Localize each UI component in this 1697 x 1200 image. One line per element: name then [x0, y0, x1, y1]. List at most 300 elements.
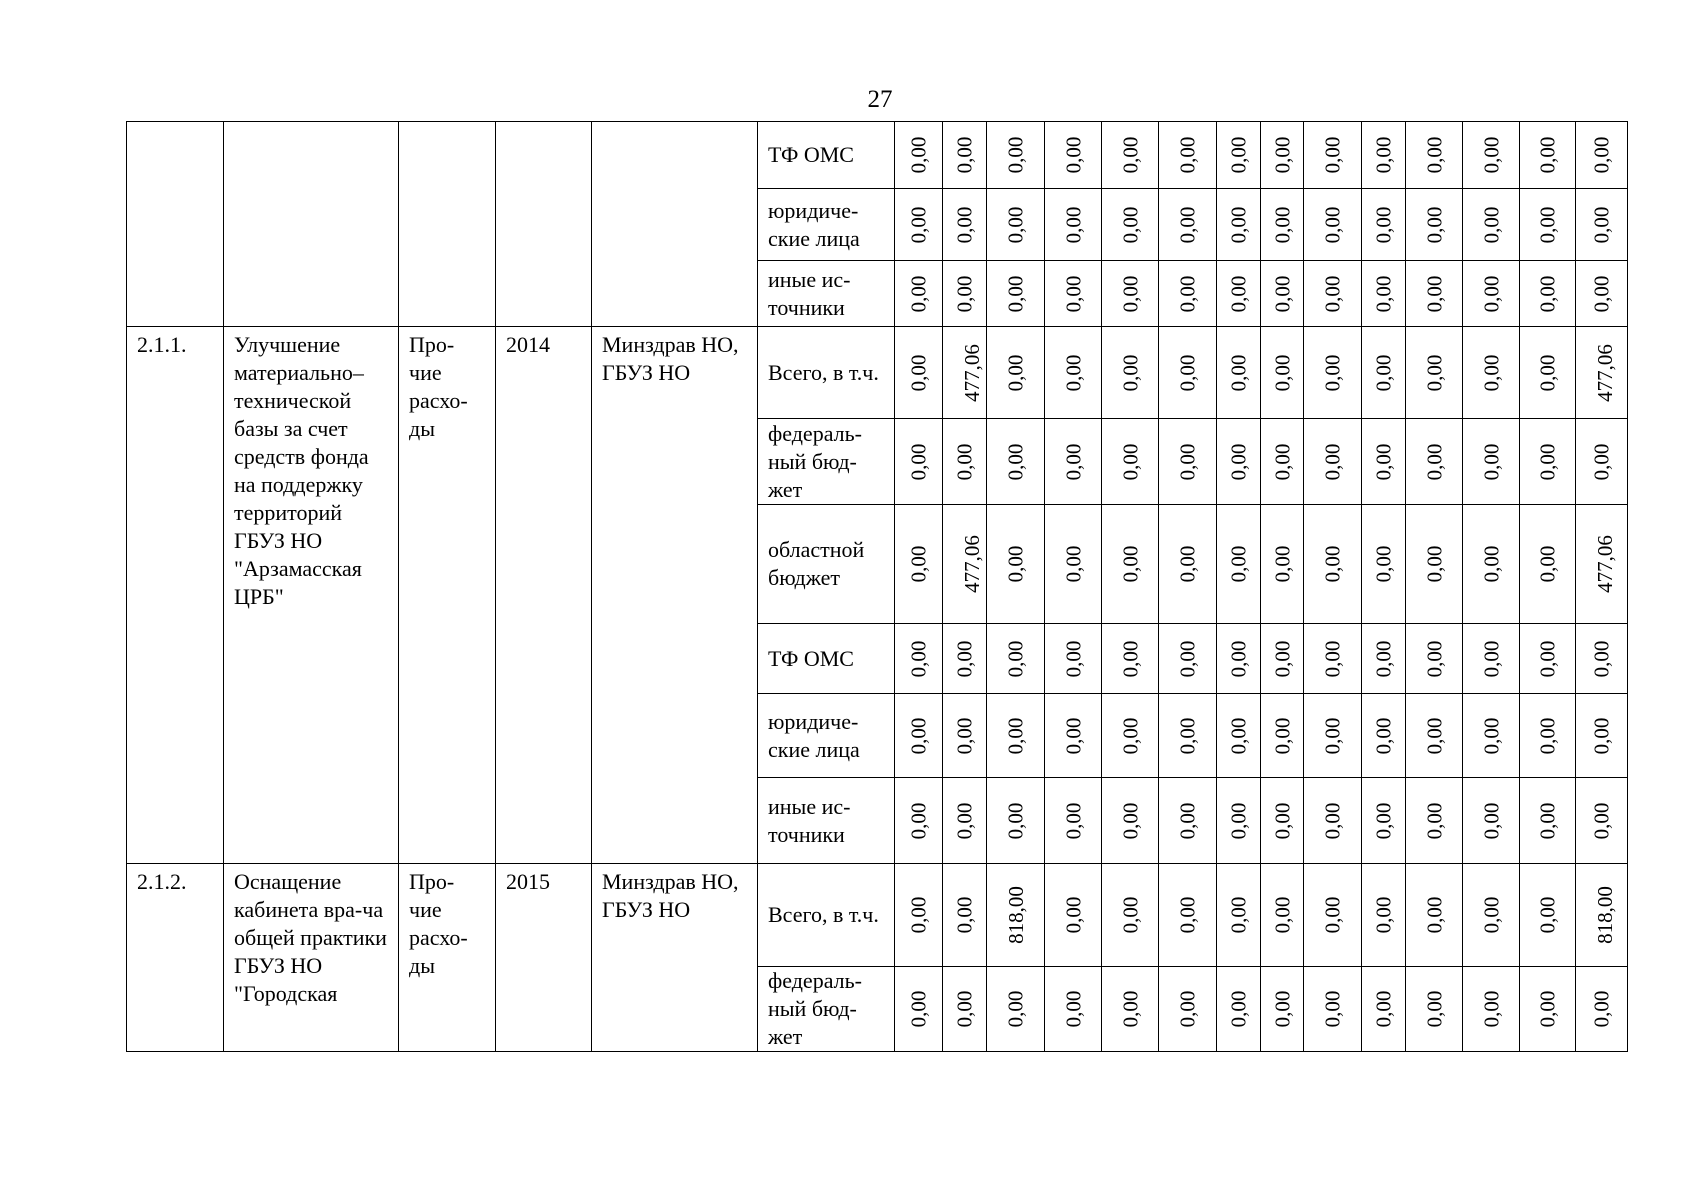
- amount-cell: [895, 261, 943, 327]
- amount-value: 0,00: [1535, 640, 1560, 677]
- amount-cell: [1362, 419, 1406, 505]
- amount-cell: [1261, 864, 1304, 967]
- amount-value: 0,00: [1422, 136, 1446, 174]
- amount-value: 0,00: [1270, 896, 1294, 934]
- amount-value: 0,00: [1320, 802, 1345, 839]
- amount-cell: [1102, 694, 1159, 778]
- amount-cell: [1362, 778, 1406, 864]
- amount-value: 477,06: [959, 535, 984, 593]
- amount-value: 0,00: [906, 354, 931, 391]
- page-number: 27: [867, 86, 893, 113]
- expense-category-cell: [399, 122, 496, 327]
- amount-cell: [1159, 261, 1217, 327]
- amount-value: 0,00: [1061, 136, 1085, 174]
- amount-cell: [1576, 694, 1628, 778]
- amount-value: 0,00: [1535, 896, 1560, 934]
- amount-cell: [1102, 261, 1159, 327]
- amount-value: 0,00: [1371, 802, 1396, 839]
- amount-value: 0,00: [1118, 896, 1142, 934]
- amount-value: 0,00: [1479, 717, 1503, 754]
- amount-value: 0,00: [1270, 136, 1294, 174]
- amount-cell: [1159, 505, 1217, 624]
- amount-value: 0,00: [906, 136, 931, 174]
- funding-source-cell: федераль-ный бюд-жет: [758, 419, 895, 505]
- amount-cell: [943, 624, 987, 694]
- amount-cell: [943, 864, 987, 967]
- amount-value: 0,00: [1320, 640, 1345, 677]
- amount-cell: [1159, 189, 1217, 261]
- amount-value: 0,00: [1479, 443, 1503, 480]
- amount-value: 0,00: [1061, 206, 1085, 243]
- amount-value: 0,00: [1270, 354, 1294, 391]
- amount-cell: [987, 122, 1045, 189]
- amount-cell: [1576, 122, 1628, 189]
- expense-category-cell: Про-чие расхо-ды: [399, 327, 496, 864]
- amount-cell: [1520, 624, 1576, 694]
- amount-value: 0,00: [1118, 275, 1142, 312]
- amount-cell: [943, 261, 987, 327]
- amount-cell: [1304, 967, 1362, 1052]
- amount-value: 0,00: [906, 896, 931, 934]
- amount-value: 0,00: [1175, 640, 1200, 677]
- year-cell: 2015: [496, 864, 592, 1052]
- amount-cell: [1102, 327, 1159, 419]
- amount-value: 0,00: [952, 443, 977, 480]
- amount-value: 0,00: [1270, 545, 1294, 583]
- amount-value: 0,00: [1226, 206, 1251, 243]
- amount-cell: [1159, 419, 1217, 505]
- amount-value: 0,00: [1535, 545, 1560, 583]
- amount-value: 0,00: [952, 275, 977, 312]
- amount-cell: [1304, 261, 1362, 327]
- amount-cell: [943, 967, 987, 1052]
- amount-cell: [1406, 624, 1463, 694]
- amount-value: 0,00: [1061, 275, 1085, 312]
- amount-cell: [1304, 778, 1362, 864]
- amount-cell: [1304, 122, 1362, 189]
- amount-value: 0,00: [1118, 640, 1142, 677]
- amount-cell: [895, 419, 943, 505]
- amount-cell: [1576, 327, 1628, 419]
- amount-value: 0,00: [1320, 206, 1345, 243]
- amount-value: 0,00: [1118, 354, 1142, 391]
- amount-value: 0,00: [1226, 443, 1251, 480]
- amount-value: 0,00: [1270, 443, 1294, 480]
- amount-cell: [1102, 505, 1159, 624]
- amount-value: 0,00: [1371, 136, 1396, 174]
- amount-value: 0,00: [1061, 443, 1085, 480]
- amount-value: 0,00: [1270, 990, 1294, 1028]
- amount-cell: [1102, 778, 1159, 864]
- funding-source-cell: Всего, в т.ч.: [758, 327, 895, 419]
- measure-title-cell: [224, 122, 399, 327]
- amount-cell: [943, 122, 987, 189]
- amount-cell: [1159, 967, 1217, 1052]
- amount-cell: [1304, 694, 1362, 778]
- executor-cell: Минздрав НО, ГБУЗ НО: [592, 327, 758, 864]
- amount-cell: [895, 967, 943, 1052]
- amount-value: 0,00: [906, 206, 931, 243]
- amount-value: 0,00: [1226, 802, 1251, 839]
- amount-cell: [1406, 261, 1463, 327]
- amount-value: 0,00: [1003, 990, 1028, 1028]
- executor-cell: [592, 122, 758, 327]
- amount-value: 0,00: [1320, 354, 1345, 391]
- amount-value: 0,00: [1118, 545, 1142, 583]
- amount-value: 0,00: [1535, 990, 1560, 1028]
- amount-value: 0,00: [1422, 990, 1446, 1028]
- amount-cell: [1362, 327, 1406, 419]
- amount-value: 0,00: [1118, 443, 1142, 480]
- amount-cell: [895, 122, 943, 189]
- amount-cell: [1045, 419, 1102, 505]
- amount-value: 0,00: [1479, 990, 1503, 1028]
- funding-source-cell: областной бюджет: [758, 505, 895, 624]
- amount-cell: [1520, 778, 1576, 864]
- amount-value: 0,00: [1479, 136, 1503, 174]
- amount-value: 0,00: [1371, 717, 1396, 754]
- amount-cell: [1261, 261, 1304, 327]
- amount-cell: [943, 189, 987, 261]
- amount-cell: [1362, 694, 1406, 778]
- amount-cell: [1217, 967, 1261, 1052]
- amount-cell: [1406, 419, 1463, 505]
- amount-cell: [895, 505, 943, 624]
- amount-cell: [943, 327, 987, 419]
- amount-cell: [1463, 122, 1520, 189]
- budget-table: [126, 121, 1628, 1052]
- amount-cell: [987, 778, 1045, 864]
- amount-cell: [1463, 967, 1520, 1052]
- funding-source-cell: юридиче-ские лица: [758, 694, 895, 778]
- amount-cell: [987, 694, 1045, 778]
- amount-cell: [1217, 327, 1261, 419]
- amount-value: 0,00: [1371, 896, 1396, 934]
- amount-value: 0,00: [1118, 136, 1142, 174]
- amount-cell: [1261, 327, 1304, 419]
- amount-cell: [895, 694, 943, 778]
- amount-cell: [1217, 261, 1261, 327]
- amount-value: 477,06: [1592, 535, 1617, 593]
- amount-cell: [1045, 967, 1102, 1052]
- amount-cell: [1102, 864, 1159, 967]
- amount-cell: [1576, 967, 1628, 1052]
- amount-value: 477,06: [959, 343, 984, 402]
- amount-cell: [987, 189, 1045, 261]
- amount-value: 0,00: [1479, 802, 1503, 839]
- amount-cell: [987, 419, 1045, 505]
- amount-value: 0,00: [906, 545, 931, 583]
- amount-cell: [1159, 694, 1217, 778]
- amount-cell: [1463, 261, 1520, 327]
- amount-cell: [943, 778, 987, 864]
- amount-value: 0,00: [1175, 354, 1200, 391]
- amount-value: 0,00: [1003, 443, 1028, 480]
- amount-cell: [1159, 122, 1217, 189]
- amount-value: 0,00: [952, 136, 977, 174]
- amount-cell: [1261, 778, 1304, 864]
- amount-cell: [943, 505, 987, 624]
- amount-value: 0,00: [1422, 640, 1446, 677]
- amount-value: 0,00: [1175, 206, 1200, 243]
- table-row: [127, 864, 1628, 967]
- amount-cell: [1362, 261, 1406, 327]
- amount-value: 0,00: [1320, 717, 1345, 754]
- amount-value: 0,00: [1535, 275, 1560, 312]
- row-number-cell: [127, 122, 224, 327]
- amount-value: 0,00: [906, 990, 931, 1028]
- year-cell: 2014: [496, 327, 592, 864]
- amount-value: 0,00: [1589, 206, 1614, 243]
- amount-value: 0,00: [1003, 545, 1028, 583]
- amount-value: 0,00: [1320, 545, 1345, 583]
- amount-cell: [1261, 694, 1304, 778]
- amount-cell: [1463, 419, 1520, 505]
- amount-cell: [1045, 189, 1102, 261]
- funding-source-cell: юридиче-ские лица: [758, 189, 895, 261]
- amount-cell: [1261, 624, 1304, 694]
- amount-value: 0,00: [952, 717, 977, 754]
- amount-cell: [1102, 967, 1159, 1052]
- amount-cell: [1406, 505, 1463, 624]
- amount-value: 0,00: [1175, 896, 1200, 934]
- amount-cell: [1406, 864, 1463, 967]
- amount-value: 0,00: [1320, 896, 1345, 934]
- amount-value: 0,00: [1479, 206, 1503, 243]
- amount-cell: [1520, 419, 1576, 505]
- amount-value: 0,00: [906, 275, 931, 312]
- amount-value: 0,00: [1422, 717, 1446, 754]
- amount-cell: [1045, 864, 1102, 967]
- amount-value: 0,00: [1061, 545, 1085, 583]
- amount-value: 0,00: [1479, 354, 1503, 391]
- row-number-cell: 2.1.2.: [127, 864, 224, 1052]
- amount-cell: [1362, 967, 1406, 1052]
- amount-value: 0,00: [1003, 717, 1028, 754]
- amount-cell: [1406, 967, 1463, 1052]
- amount-value: 0,00: [1270, 206, 1294, 243]
- amount-value: 0,00: [1422, 802, 1446, 839]
- amount-cell: [1362, 864, 1406, 967]
- amount-cell: [1159, 327, 1217, 419]
- amount-value: 0,00: [1589, 275, 1614, 312]
- amount-cell: [1576, 419, 1628, 505]
- amount-cell: [1045, 694, 1102, 778]
- amount-value: 0,00: [1003, 354, 1028, 391]
- amount-cell: [1102, 624, 1159, 694]
- expense-category-cell: Про-чие расхо-ды: [399, 864, 496, 1052]
- amount-cell: [1304, 189, 1362, 261]
- row-number-cell: 2.1.1.: [127, 327, 224, 864]
- amount-value: 0,00: [1479, 896, 1503, 934]
- amount-cell: [943, 694, 987, 778]
- amount-value: 0,00: [1535, 802, 1560, 839]
- amount-value: 0,00: [1371, 275, 1396, 312]
- table-row: [127, 327, 1628, 419]
- amount-value: 0,00: [1589, 443, 1614, 480]
- amount-cell: [1520, 864, 1576, 967]
- amount-value: 0,00: [1320, 990, 1345, 1028]
- amount-value: 0,00: [1535, 354, 1560, 391]
- amount-value: 0,00: [1061, 896, 1085, 934]
- amount-cell: [1406, 778, 1463, 864]
- amount-value: 0,00: [1175, 443, 1200, 480]
- amount-cell: [1362, 624, 1406, 694]
- amount-cell: [1520, 505, 1576, 624]
- amount-cell: [1159, 778, 1217, 864]
- amount-value: 0,00: [1371, 206, 1396, 243]
- amount-cell: [895, 327, 943, 419]
- amount-cell: [895, 778, 943, 864]
- amount-cell: [1261, 505, 1304, 624]
- amount-cell: [1304, 505, 1362, 624]
- amount-cell: [987, 505, 1045, 624]
- amount-value: 0,00: [1003, 136, 1028, 174]
- amount-value: 0,00: [1422, 443, 1446, 480]
- amount-value: 0,00: [1118, 206, 1142, 243]
- amount-cell: [1217, 694, 1261, 778]
- amount-value: 0,00: [1226, 717, 1251, 754]
- amount-cell: [1520, 967, 1576, 1052]
- amount-value: 0,00: [1061, 802, 1085, 839]
- amount-value: 0,00: [1003, 640, 1028, 677]
- amount-cell: [1406, 122, 1463, 189]
- amount-cell: [1304, 327, 1362, 419]
- amount-value: 0,00: [1589, 802, 1614, 839]
- amount-cell: [1463, 505, 1520, 624]
- amount-cell: [1576, 624, 1628, 694]
- amount-cell: [1520, 694, 1576, 778]
- amount-cell: [1159, 864, 1217, 967]
- amount-value: 0,00: [1175, 802, 1200, 839]
- amount-cell: [1463, 694, 1520, 778]
- amount-value: 0,00: [1371, 990, 1396, 1028]
- amount-value: 0,00: [1118, 990, 1142, 1028]
- amount-cell: [895, 189, 943, 261]
- amount-cell: [1045, 327, 1102, 419]
- amount-value: 0,00: [1226, 896, 1251, 934]
- amount-value: 818,00: [1592, 886, 1617, 944]
- amount-value: 0,00: [952, 640, 977, 677]
- amount-value: 818,00: [1003, 886, 1028, 944]
- funding-source-cell: ТФ ОМС: [758, 624, 895, 694]
- amount-value: 0,00: [1226, 275, 1251, 312]
- amount-value: 0,00: [1003, 206, 1028, 243]
- amount-value: 0,00: [1589, 136, 1614, 174]
- amount-cell: [1406, 189, 1463, 261]
- amount-value: 0,00: [1118, 717, 1142, 754]
- amount-cell: [1576, 778, 1628, 864]
- amount-value: 0,00: [1270, 802, 1294, 839]
- amount-cell: [1463, 624, 1520, 694]
- amount-value: 0,00: [906, 802, 931, 839]
- amount-cell: [1045, 624, 1102, 694]
- amount-cell: [1159, 624, 1217, 694]
- amount-cell: [1261, 122, 1304, 189]
- amount-value: 0,00: [1589, 990, 1614, 1028]
- amount-cell: [943, 419, 987, 505]
- amount-cell: [987, 967, 1045, 1052]
- amount-cell: [1261, 967, 1304, 1052]
- amount-cell: [1217, 419, 1261, 505]
- amount-cell: [1102, 189, 1159, 261]
- table-row: [127, 122, 1628, 189]
- amount-value: 0,00: [1175, 136, 1200, 174]
- amount-cell: [1217, 122, 1261, 189]
- amount-value: 0,00: [1535, 136, 1560, 174]
- amount-value: 0,00: [1422, 275, 1446, 312]
- amount-value: 0,00: [1270, 275, 1294, 312]
- amount-value: 0,00: [952, 802, 977, 839]
- amount-value: 0,00: [1118, 802, 1142, 839]
- amount-value: 0,00: [1061, 990, 1085, 1028]
- amount-cell: [1261, 189, 1304, 261]
- funding-source-cell: федераль-ный бюд-жет: [758, 967, 895, 1052]
- amount-value: 0,00: [1371, 354, 1396, 391]
- amount-cell: [1576, 864, 1628, 967]
- amount-cell: [1217, 505, 1261, 624]
- amount-cell: [1304, 419, 1362, 505]
- amount-value: 0,00: [1175, 545, 1200, 583]
- amount-cell: [1520, 261, 1576, 327]
- amount-cell: [1520, 189, 1576, 261]
- amount-cell: [1045, 122, 1102, 189]
- amount-cell: [1261, 419, 1304, 505]
- amount-cell: [1217, 864, 1261, 967]
- amount-value: 0,00: [1589, 640, 1614, 677]
- measure-title-cell: Улучшение материально– технической базы за счет средств фонда на поддержку территорий ГБУЗ НО "Арзамасская ЦРБ": [224, 327, 399, 864]
- amount-cell: [1045, 261, 1102, 327]
- amount-cell: [987, 327, 1045, 419]
- amount-value: 0,00: [1003, 275, 1028, 312]
- amount-cell: [1304, 864, 1362, 967]
- amount-value: 0,00: [1061, 717, 1085, 754]
- amount-cell: [1406, 327, 1463, 419]
- amount-cell: [1520, 327, 1576, 419]
- amount-value: 0,00: [1320, 275, 1345, 312]
- amount-value: 0,00: [1175, 275, 1200, 312]
- amount-value: 0,00: [1003, 802, 1028, 839]
- amount-cell: [1102, 122, 1159, 189]
- funding-source-cell: Всего, в т.ч.: [758, 864, 895, 967]
- year-cell: [496, 122, 592, 327]
- amount-value: 0,00: [1226, 640, 1251, 677]
- amount-value: 0,00: [1270, 717, 1294, 754]
- amount-value: 0,00: [1320, 443, 1345, 480]
- amount-cell: [987, 864, 1045, 967]
- amount-value: 477,06: [1592, 343, 1617, 402]
- funding-source-cell: иные ис-точники: [758, 778, 895, 864]
- amount-cell: [895, 864, 943, 967]
- amount-cell: [1362, 505, 1406, 624]
- amount-value: 0,00: [1175, 990, 1200, 1028]
- amount-cell: [1304, 624, 1362, 694]
- amount-value: 0,00: [906, 717, 931, 754]
- amount-value: 0,00: [1371, 545, 1396, 583]
- funding-source-cell: иные ис-точники: [758, 261, 895, 327]
- amount-cell: [1463, 327, 1520, 419]
- amount-value: 0,00: [1479, 275, 1503, 312]
- amount-cell: [1217, 778, 1261, 864]
- amount-cell: [1217, 189, 1261, 261]
- amount-value: 0,00: [1226, 354, 1251, 391]
- amount-value: 0,00: [1535, 206, 1560, 243]
- amount-value: 0,00: [906, 443, 931, 480]
- amount-cell: [1463, 189, 1520, 261]
- amount-cell: [1406, 694, 1463, 778]
- amount-cell: [1045, 505, 1102, 624]
- amount-value: 0,00: [1479, 640, 1503, 677]
